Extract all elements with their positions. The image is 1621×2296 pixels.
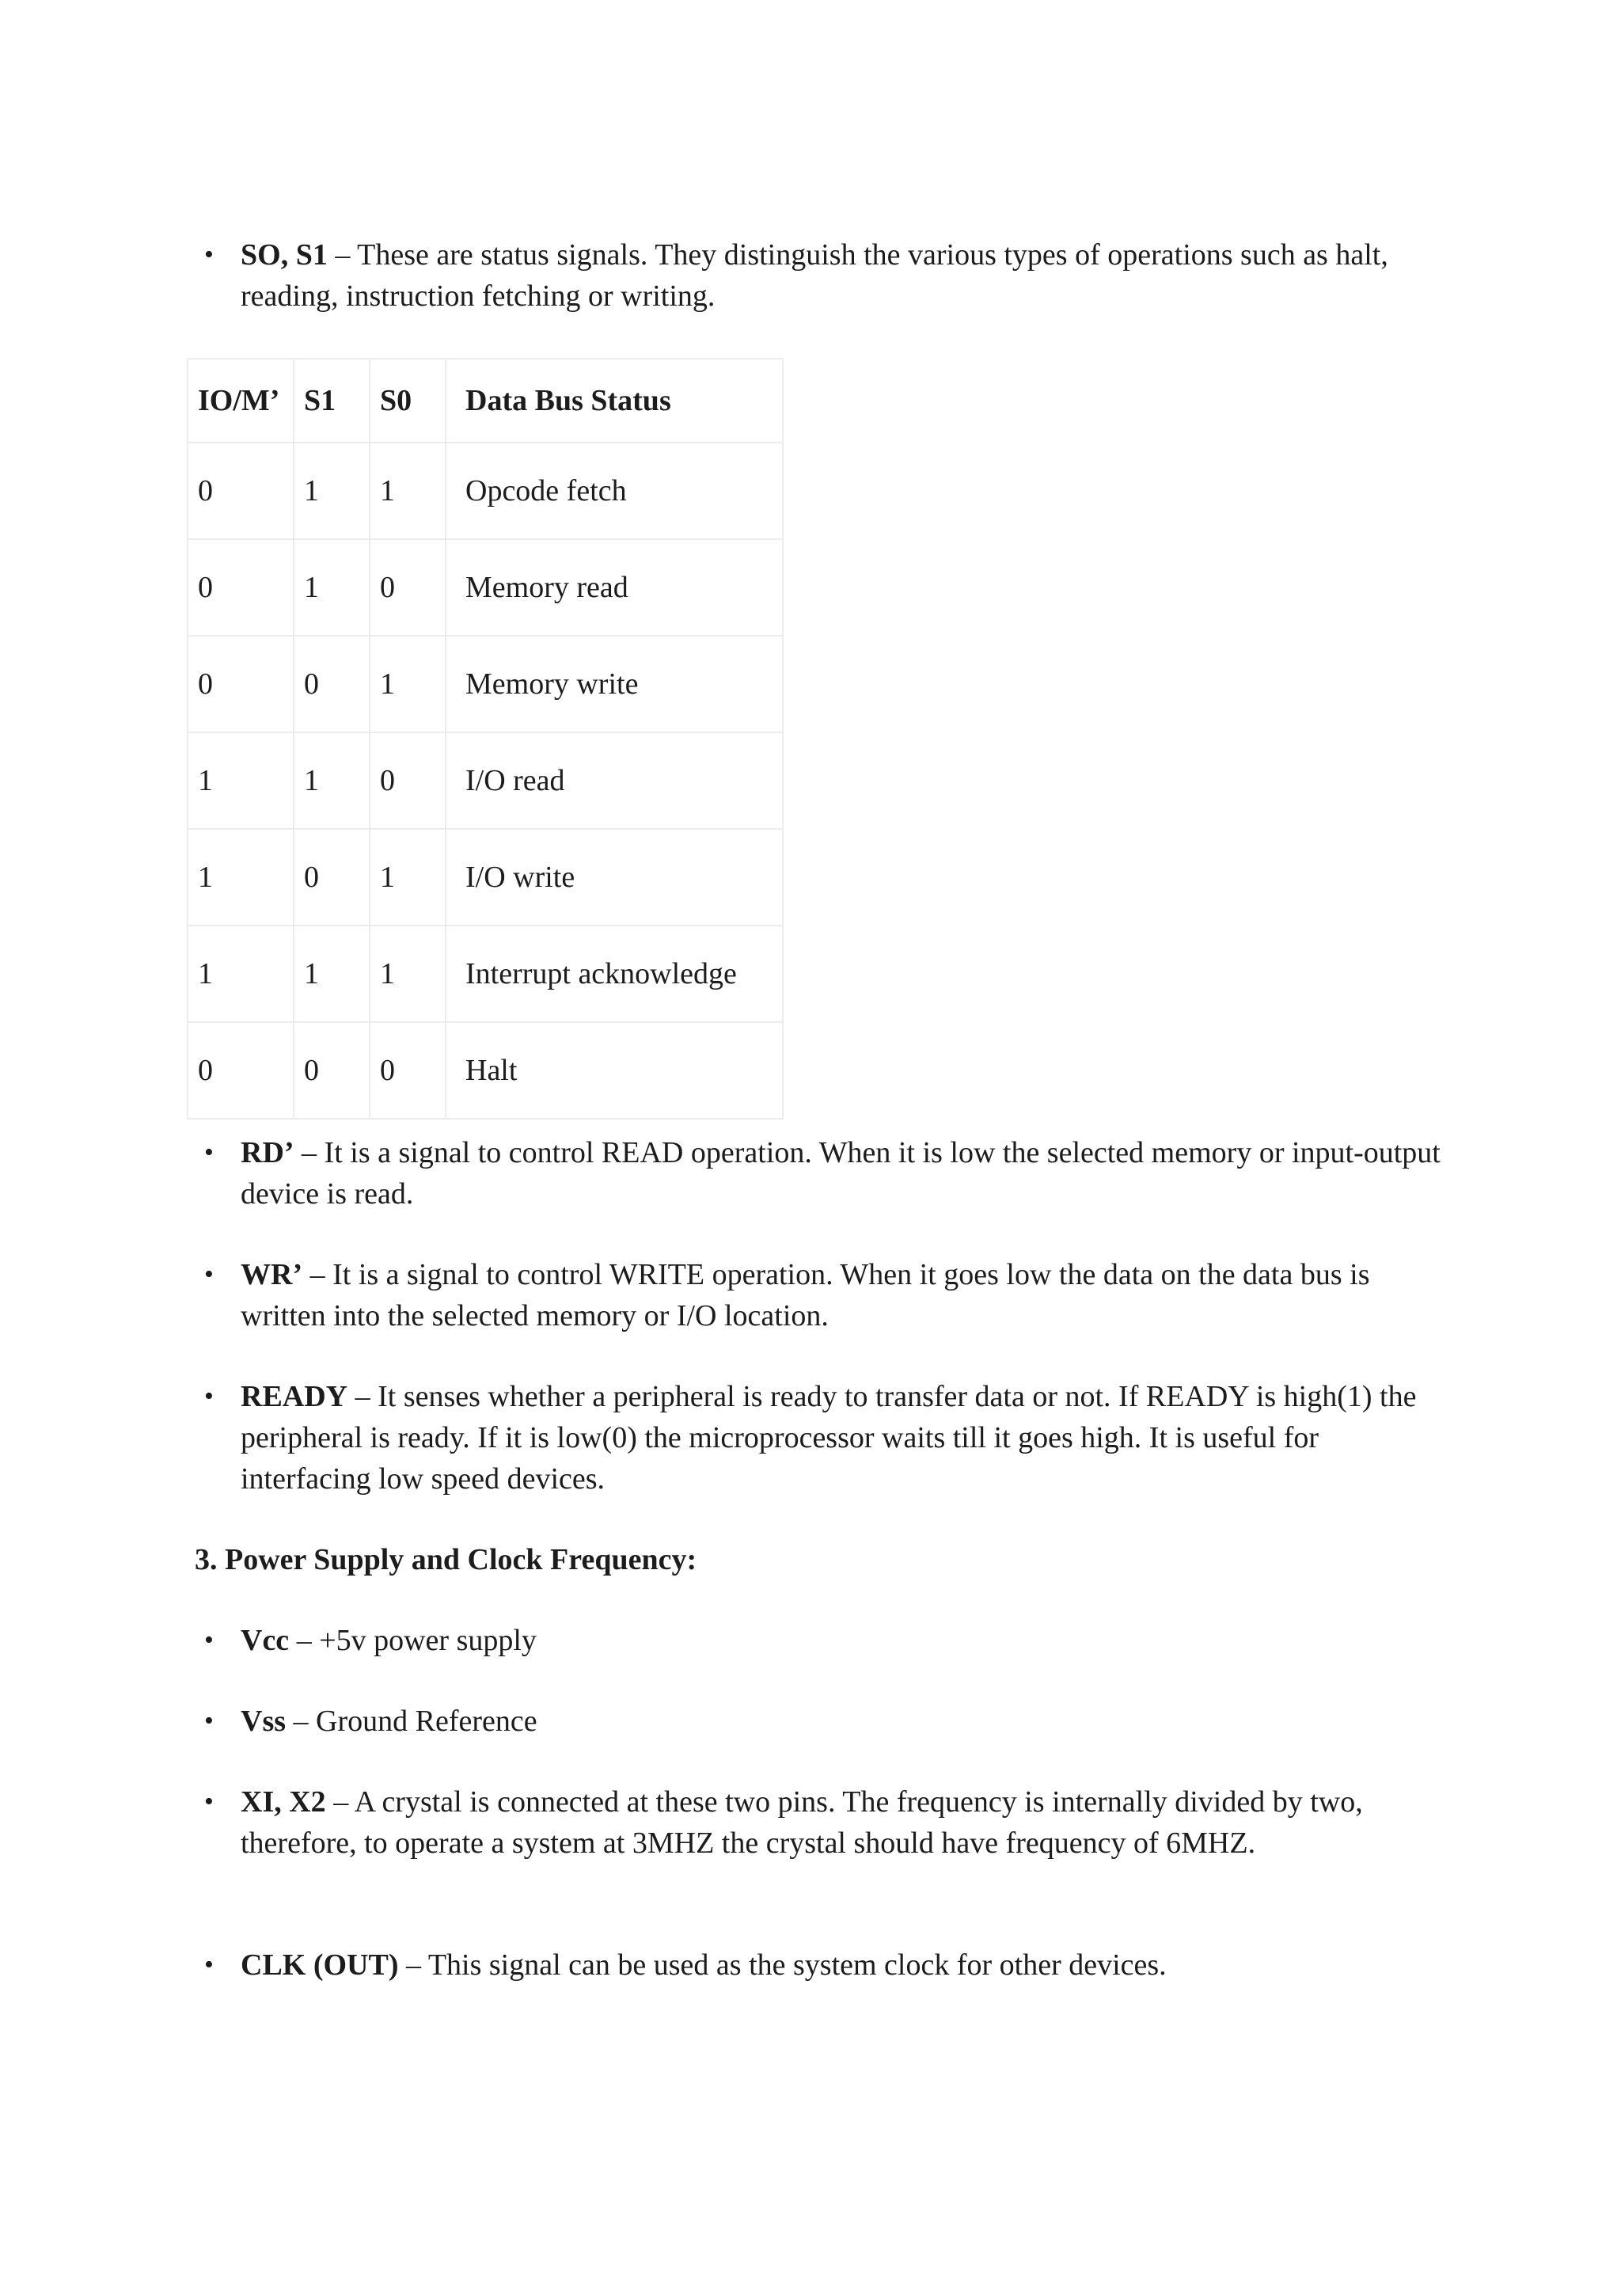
table-row [188, 539, 783, 636]
cell-io-m: 1 [188, 732, 294, 829]
cell-s1: 0 [294, 829, 370, 926]
cell-s0: 0 [370, 539, 446, 636]
table-row [188, 1022, 783, 1119]
bullet-text: A crystal is connected at these two pins. The frequency is internally divided by two, therefore, to operate a system at 3MHZ the crystal should have frequency of 6MHZ. [241, 1785, 1363, 1860]
bullet-term: Vss [241, 1705, 287, 1738]
cell-status: I/O read [446, 732, 783, 829]
table-row [188, 636, 783, 732]
bullet-dot: • [204, 1138, 214, 1167]
bullet-dot: • [204, 240, 214, 269]
cell-s0: 1 [370, 636, 446, 732]
bullet-wr [204, 1254, 1444, 1336]
bullet-text: This signal can be used as the system clock for other devices. [427, 1948, 1167, 1982]
bullet-dash: – [347, 1380, 378, 1413]
cell-s1: 1 [294, 443, 370, 539]
table-row [188, 926, 783, 1022]
cell-status: I/O write [446, 829, 783, 926]
bullet-ready [204, 1376, 1444, 1500]
bullet-so-s1 [204, 234, 1444, 317]
cell-io-m: 0 [188, 443, 294, 539]
bullet-dash: – [398, 1948, 428, 1982]
cell-s1: 0 [294, 1022, 370, 1119]
bullet-text: It senses whether a peripheral is ready to transfer data or not. If READY is high(1) the peripheral is ready. If it is low(0) the microprocessor waits till it goes high. It is useful for interfacing low speed devices. [241, 1380, 1417, 1496]
table-header-row [188, 359, 783, 443]
bullet-text: +5v power supply [319, 1624, 537, 1657]
bullet-dash: – [289, 1624, 320, 1657]
cell-s1: 1 [294, 926, 370, 1022]
header-s0: S0 [370, 359, 446, 443]
cell-s0: 1 [370, 926, 446, 1022]
section-heading: 3. Power Supply and Clock Frequency: [195, 1543, 697, 1576]
bullet-dot: • [204, 1950, 214, 1979]
header-data-bus-status: Data Bus Status [446, 359, 783, 443]
bullet-dash: – [286, 1705, 317, 1738]
bullet-term: SO, S1 [241, 238, 328, 272]
bullet-text: It is a signal to control WRITE operation. When it goes low the data on the data bus is written into the selected memory or I/O location. [241, 1258, 1370, 1332]
bullet-vcc [204, 1620, 1444, 1661]
bullet-dash: – [294, 1136, 325, 1169]
cell-io-m: 0 [188, 1022, 294, 1119]
bullet-text: It is a signal to control READ operation. When it is low the selected memory or input-output device is read. [241, 1136, 1441, 1211]
cell-io-m: 1 [188, 926, 294, 1022]
bullet-term: XI, X2 [241, 1785, 326, 1819]
bullet-rd [204, 1132, 1444, 1215]
bullet-clk-out [204, 1944, 1444, 1986]
status-table [187, 358, 784, 1119]
table-row [188, 732, 783, 829]
cell-s1: 0 [294, 636, 370, 732]
cell-io-m: 1 [188, 829, 294, 926]
header-s1: S1 [294, 359, 370, 443]
bullet-dot: • [204, 1625, 214, 1655]
cell-s0: 1 [370, 443, 446, 539]
bullet-term: CLK (OUT) [241, 1948, 399, 1982]
bullet-term: Vcc [241, 1624, 290, 1657]
bullet-text: Ground Reference [316, 1705, 537, 1738]
bullet-dot: • [204, 1382, 214, 1411]
cell-s0: 0 [370, 1022, 446, 1119]
bullet-dot: • [204, 1706, 214, 1735]
cell-status: Memory write [446, 636, 783, 732]
bullet-term: WR’ [241, 1258, 303, 1291]
bullet-text: These are status signals. They distinguish the various types of operations such as halt, reading, instruction fetching or writing. [241, 238, 1388, 313]
cell-status: Interrupt acknowledge [446, 926, 783, 1022]
bullet-vss [204, 1701, 1444, 1742]
header-io-m: IO/M’ [188, 359, 294, 443]
bullet-term: RD’ [241, 1136, 294, 1169]
bullet-dash: – [302, 1258, 333, 1291]
table-row [188, 829, 783, 926]
bullet-xi-x2 [204, 1781, 1444, 1864]
cell-status: Halt [446, 1022, 783, 1119]
bullet-term: READY [241, 1380, 348, 1413]
cell-s1: 1 [294, 539, 370, 636]
bullet-dash: – [325, 1785, 355, 1819]
cell-s0: 1 [370, 829, 446, 926]
cell-io-m: 0 [188, 636, 294, 732]
cell-status: Memory read [446, 539, 783, 636]
bullet-dot: • [204, 1260, 214, 1289]
cell-io-m: 0 [188, 539, 294, 636]
table-row [188, 443, 783, 539]
cell-s1: 1 [294, 732, 370, 829]
cell-s0: 0 [370, 732, 446, 829]
bullet-dash: – [327, 238, 358, 272]
bullet-dot: • [204, 1787, 214, 1816]
cell-status: Opcode fetch [446, 443, 783, 539]
